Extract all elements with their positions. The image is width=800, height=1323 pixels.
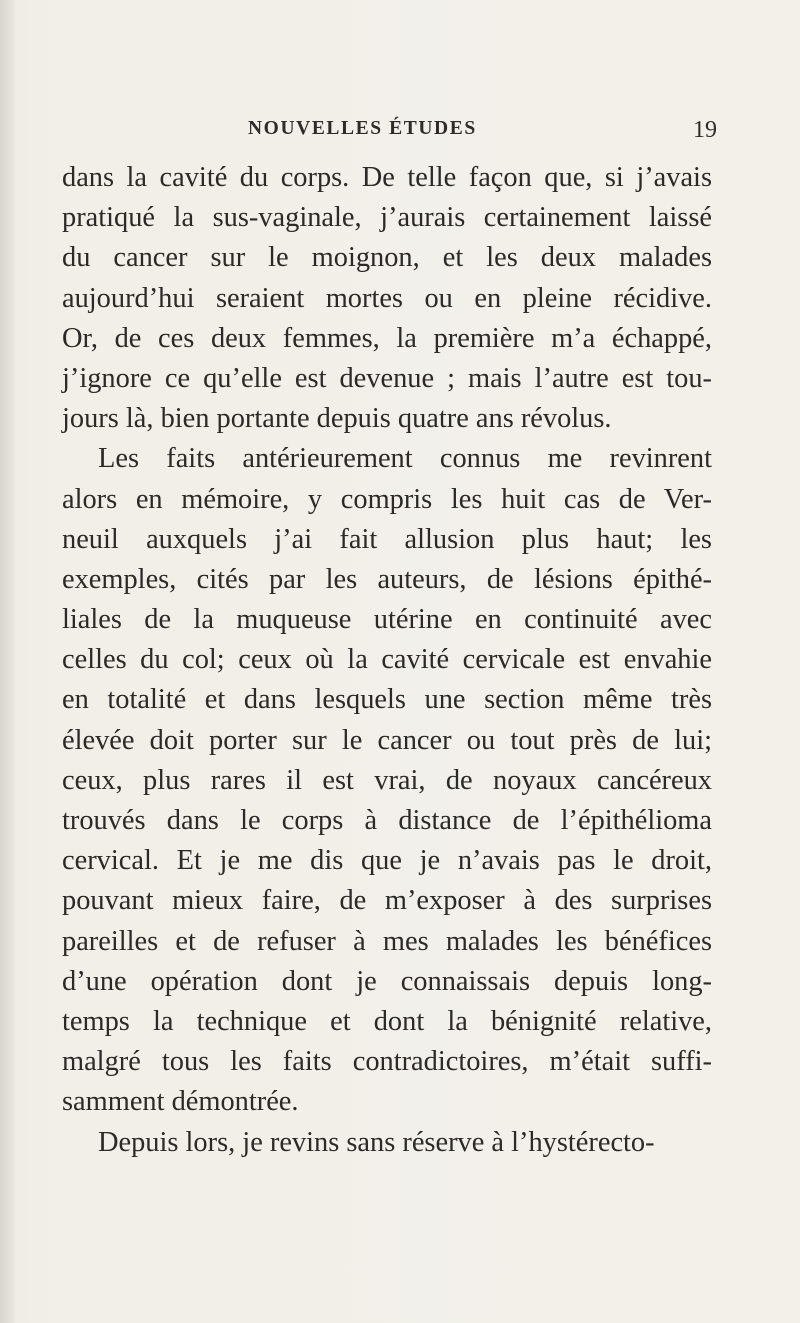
- text-line: j’ignore ce qu’elle est devenue ; mais l’autre est tou-: [62, 362, 712, 394]
- page-number: 19: [693, 117, 717, 143]
- text-line: celles du col; ceux où la cavité cervicale est envahie: [62, 644, 712, 676]
- text-line: Or, de ces deux femmes, la première m’a échappé,: [62, 322, 712, 354]
- body-text: [62, 158, 712, 1163]
- text-line: trouvés dans le corps à distance de l’épithélioma: [62, 805, 712, 836]
- text-line: en totalité et dans lesquels une section même très: [62, 684, 712, 716]
- text-line: d’une opération dont je connaissais depuis long-: [62, 965, 712, 997]
- text-line: alors en mémoire, y compris les huit cas de Ver-: [62, 483, 712, 515]
- text-line: samment démontrée.: [62, 1086, 299, 1118]
- text-line: jours là, bien portante depuis quatre ans révolus.: [62, 403, 612, 435]
- text-line: temps la technique et dont la bénignité relative,: [62, 1005, 712, 1037]
- text-line: dans la cavité du corps. De telle façon que, si j’avais: [62, 162, 712, 193]
- paragraph-start-line: Les faits antérieurement connus me revinrent: [98, 443, 712, 475]
- text-line: pareilles et de refuser à mes malades les bénéfices: [62, 925, 712, 957]
- running-title: NOUVELLES ÉTUDES: [248, 118, 477, 139]
- text-line: pratiqué la sus-vaginale, j’aurais certainement laissé: [62, 202, 712, 234]
- text-line: élevée doit porter sur le cancer ou tout près de lui;: [62, 724, 712, 756]
- paragraph-start-line: Depuis lors, je revins sans réserve à l’hystérecto-: [98, 1126, 655, 1158]
- text-line: cervical. Et je me dis que je n’avais pas le droit,: [62, 845, 712, 877]
- text-line: exemples, cités par les auteurs, de lésions épithé-: [62, 563, 712, 595]
- text-line: ceux, plus rares il est vrai, de noyaux cancéreux: [62, 764, 712, 796]
- text-line: aujourd’hui seraient mortes ou en pleine récidive.: [62, 282, 712, 314]
- running-head: [0, 118, 800, 146]
- text-line: du cancer sur le moignon, et les deux malades: [62, 242, 712, 274]
- text-line: liales de la muqueuse utérine en continuité avec: [62, 604, 712, 636]
- text-line: malgré tous les faits contradictoires, m’était suffi-: [62, 1046, 712, 1078]
- page-binding-edge: [0, 0, 14, 1323]
- text-line: neuil auxquels j’ai fait allusion plus haut; les: [62, 523, 712, 555]
- text-line: pouvant mieux faire, de m’exposer à des surprises: [62, 885, 712, 917]
